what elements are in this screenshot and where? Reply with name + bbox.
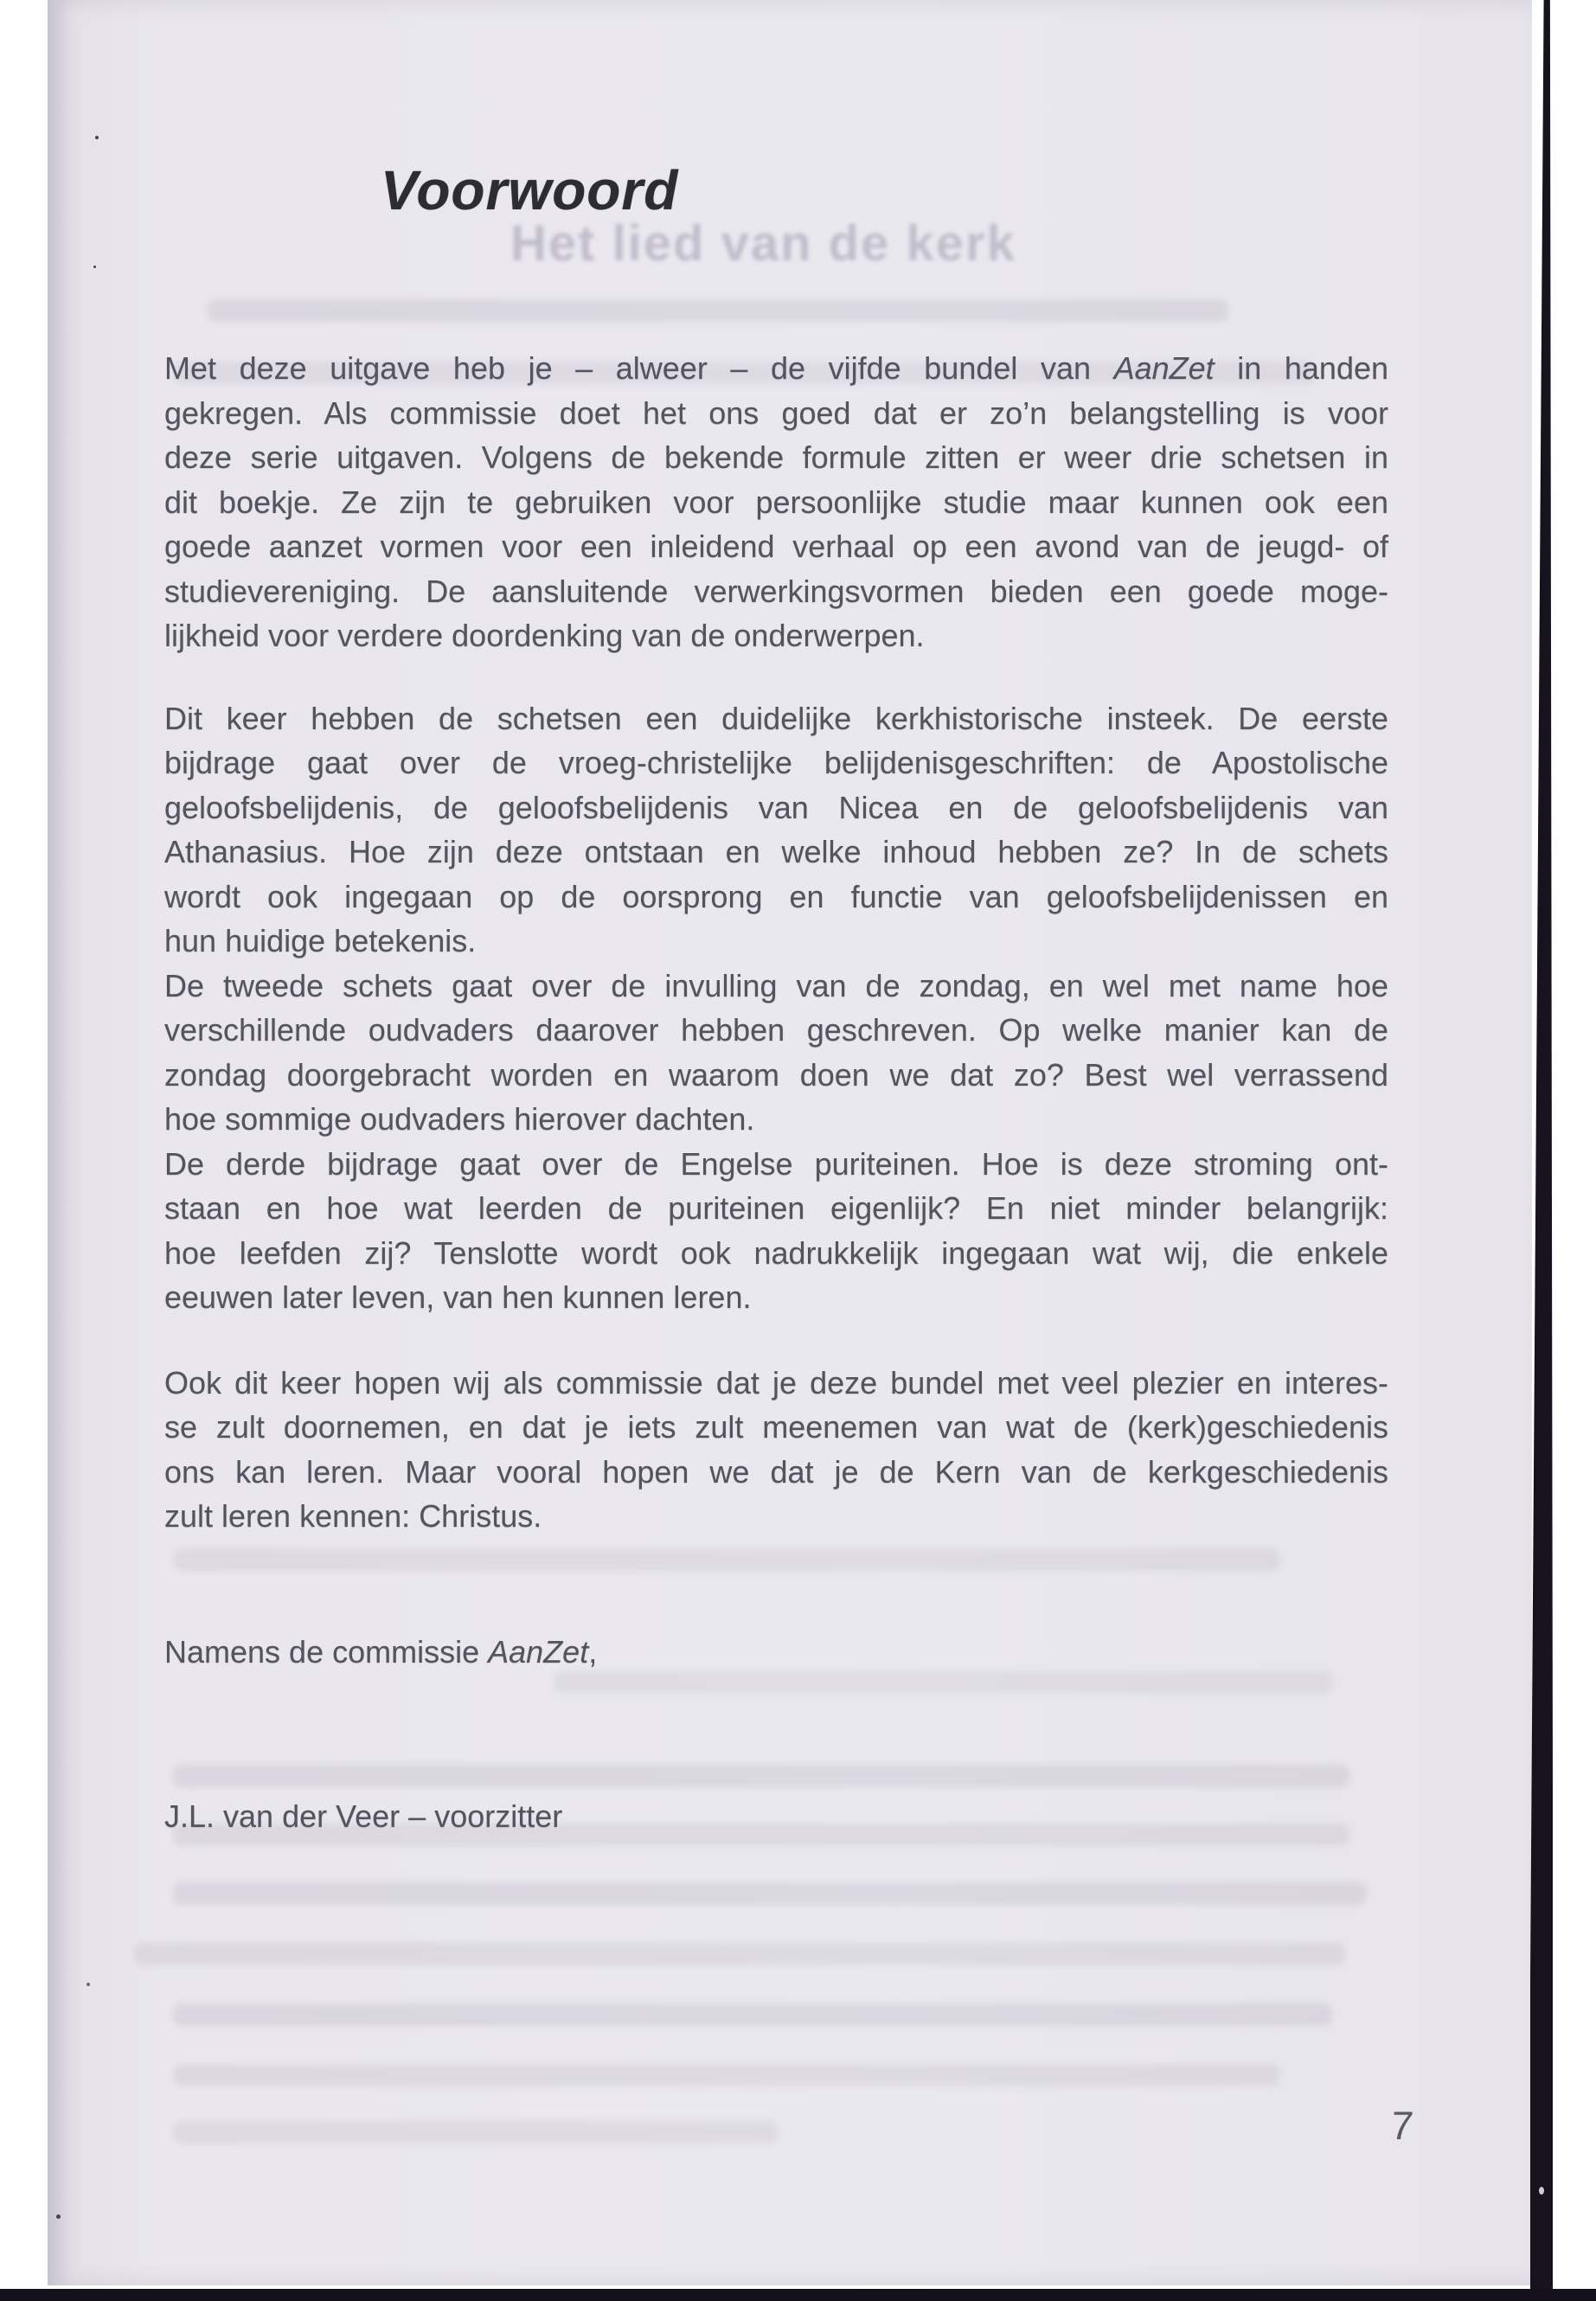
text-line: hoe leefden zij? Tenslotte wordt ook nadrukkelijk ingegaan wat wij, die enkele — [164, 1234, 1388, 1271]
ghost-text-line — [173, 1765, 1349, 1787]
ghost-text-line — [173, 2064, 1280, 2086]
scanned-book-page — [48, 0, 1532, 2285]
signature-pre: Namens de commissie — [164, 1634, 489, 1670]
signature-brand: AanZet — [488, 1634, 589, 1670]
scan-speck — [87, 1983, 90, 1986]
text-line: studievereniging. De aansluitende verwerkingsvormen bieden een goede moge- — [164, 573, 1388, 609]
text-line: Ook dit keer hopen wij als commissie dat je deze bundel met veel plezier en interes- — [164, 1364, 1388, 1400]
signature-chairman-line: J.L. van der Veer – voorzitter — [164, 1798, 563, 1834]
text-line: Met deze uitgave heb je – alweer – de vijfde bundel van AanZet in handen — [164, 350, 1389, 386]
signature-post: , — [588, 1634, 598, 1670]
text-line: geloofsbelijdenis, de geloofsbelijdenis van Nicea en de geloofsbelijdenis van — [164, 789, 1388, 825]
paragraph — [164, 1361, 1388, 1539]
text-line: zondag doorgebracht worden en waarom doen we dat zo? Best wel verrassend — [164, 1056, 1388, 1093]
text-line: staan en hoe wat leerden de puriteinen eigenlijk? En niet minder belangrijk: — [164, 1190, 1388, 1226]
text-line: hoe sommige oudvaders hierover dachten. — [164, 1101, 755, 1137]
paragraph — [164, 964, 1388, 1142]
text-line: hun huidige betekenis. — [164, 923, 477, 958]
ghost-text-line — [173, 1882, 1367, 1905]
text-line: De derde bijdrage gaat over de Engelse puriteinen. Hoe is deze stroming ont- — [164, 1145, 1388, 1182]
ghost-text-line — [208, 299, 1228, 322]
text-line: goede aanzet vormen voor een inleidend verhaal op een avond van de jeugd- of — [164, 529, 1388, 564]
ghost-text-line — [173, 2121, 779, 2144]
scan-edge-right — [1530, 0, 1553, 2301]
text-line: eeuwen later leven, van hen kunnen leren. — [164, 1279, 752, 1315]
text-line: wordt ook ingegaan op de oorsprong en functie van geloofsbelijdenissen en — [164, 878, 1388, 914]
ghost-text-line — [554, 1671, 1332, 1694]
scan-nick — [1539, 2187, 1544, 2195]
paragraph — [164, 696, 1388, 964]
page-title: Voorwoord — [381, 158, 679, 221]
scan-edge-bottom — [0, 2289, 1596, 2301]
ghost-text-line — [173, 2003, 1332, 2026]
text-line: lijkheid voor verdere doordenking van de onderwerpen. — [164, 618, 925, 653]
text-line: gekregen. Als commissie doet het ons goed dat er zo’n belangstelling is voor — [164, 394, 1388, 431]
text-line: dit boekje. Ze zijn te gebruiken voor persoonlijke studie maar kunnen ook een — [164, 484, 1388, 520]
ghost-showthrough-title: Het lied van de kerk — [510, 215, 1016, 272]
text-line: zult leren kennen: Christus. — [164, 1498, 542, 1534]
body-text — [164, 346, 1388, 1539]
scan-speck — [93, 266, 96, 268]
signature-commission-line — [164, 1630, 597, 1675]
paragraph — [164, 1142, 1388, 1320]
text-line: se zult doornemen, en dat je iets zult meenemen van wat de (kerk)geschiedenis — [164, 1409, 1388, 1445]
scan-speck — [95, 136, 99, 139]
text-line: bijdrage gaat over de vroeg-christelijke belijdenisgeschriften: de Apostolische — [164, 745, 1388, 780]
ghost-text-line — [173, 1548, 1280, 1571]
paragraph — [164, 346, 1388, 658]
text-line: ons kan leren. Maar vooral hopen we dat je de Kern van de kerkgeschiedenis — [164, 1453, 1388, 1490]
scan-speck — [56, 2214, 61, 2219]
text-line: Dit keer hebben de schetsen een duidelijke kerkhistorische insteek. De eerste — [164, 700, 1388, 736]
ghost-text-line — [134, 1943, 1345, 1965]
text-line: verschillende oudvaders daarover hebben geschreven. Op welke manier kan de — [164, 1012, 1388, 1048]
page-number: 7 — [1388, 2103, 1415, 2148]
text-line: Athanasius. Hoe zijn deze ontstaan en welke inhoud hebben ze? In de schets — [164, 834, 1388, 869]
text-line: De tweede schets gaat over de invulling van de zondag, en wel met name hoe — [164, 967, 1388, 1003]
text-line: deze serie uitgaven. Volgens de bekende formule zitten er weer drie schetsen in — [164, 439, 1388, 475]
